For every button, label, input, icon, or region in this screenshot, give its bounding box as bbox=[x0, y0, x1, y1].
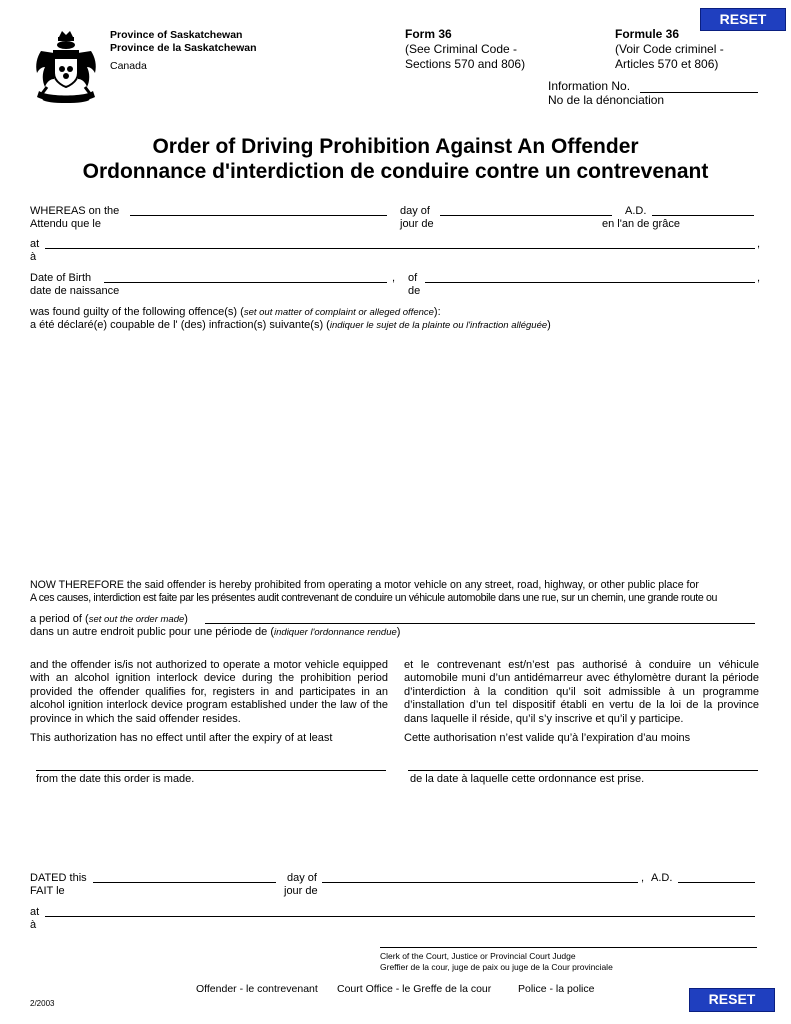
authorization-period-field-en[interactable] bbox=[36, 770, 386, 771]
title-fr: Ordonnance d'interdiction de conduire contre un contrevenant bbox=[82, 160, 709, 183]
whereas-at-comma: , bbox=[757, 238, 761, 250]
saskatchewan-coat-of-arms-logo bbox=[33, 29, 99, 107]
whereas-ad-label-en: A.D. bbox=[625, 205, 647, 217]
offence-label-en-prefix: was found guilty of the following offence(s) ( bbox=[30, 306, 244, 318]
offender-address-comma: , bbox=[757, 272, 761, 284]
authorization-period-field-fr[interactable] bbox=[408, 770, 758, 771]
form-reference-en-2: Sections 570 and 806) bbox=[405, 57, 526, 71]
whereas-location-field[interactable] bbox=[45, 248, 755, 249]
reset-button-top[interactable]: RESET bbox=[700, 8, 786, 31]
birth-date-comma: , bbox=[392, 272, 396, 284]
whereas-at-label-en: at bbox=[30, 238, 40, 250]
period-label-fr bbox=[30, 626, 400, 639]
interlock-paragraph-fr: et le contrevenant est/n’est pas authorisé à conduire un véhicule automobile muni d’un antidémarreur avec éthylomètre durant la période d’interdiction à la condition qu’il soit admissible à un programme d’installation d’un tel dispositif établi en vertu de la loi de la province dans laquelle il réside, qu’il s’y inscrive et qu’il y participe. bbox=[404, 659, 759, 725]
title-en: Order of Driving Prohibition Against An Offender bbox=[152, 135, 639, 158]
offence-label-fr-hint: indiquer le sujet de la plainte ou l'infraction alléguée bbox=[329, 320, 548, 331]
dated-comma: , bbox=[641, 872, 645, 884]
whereas-day-label-en: day of bbox=[400, 205, 430, 217]
whereas-label-en: WHEREAS on the bbox=[30, 205, 120, 217]
dated-month-field[interactable] bbox=[322, 882, 638, 883]
offence-label-en-hint: set out matter of complaint or alleged offence bbox=[243, 307, 434, 318]
information-number-label-en: Information No. bbox=[548, 79, 631, 93]
signature-title-fr: Greffier de la cour, juge de paix ou juge de la Cour provinciale bbox=[380, 962, 613, 972]
signature-title-en: Clerk of the Court, Justice or Provincial Court Judge bbox=[380, 951, 576, 961]
period-label-en bbox=[30, 613, 188, 626]
dated-day-field[interactable] bbox=[93, 882, 276, 883]
offence-label-en bbox=[30, 306, 441, 319]
period-label-fr-prefix: dans un autre endroit public pour une période de ( bbox=[30, 626, 275, 638]
offender-of-label-fr: de bbox=[408, 285, 421, 297]
prohibition-period-field[interactable] bbox=[205, 623, 755, 624]
information-number-label-fr: No de la dénonciation bbox=[548, 93, 665, 107]
dated-at-label-fr: à bbox=[30, 919, 37, 931]
birth-date-label-fr: date de naissance bbox=[30, 285, 120, 297]
whereas-year-field[interactable] bbox=[652, 215, 754, 216]
reset-button-bottom[interactable]: RESET bbox=[689, 988, 775, 1012]
dated-label-fr: FAIT le bbox=[30, 885, 65, 897]
dated-at-label-en: at bbox=[30, 906, 40, 918]
dated-day-of-label-en: day of bbox=[287, 872, 317, 884]
dated-day-of-label-fr: jour de bbox=[284, 885, 318, 897]
period-label-en-suffix: ) bbox=[184, 613, 188, 625]
copy-offender: Offender - le contrevenant bbox=[196, 983, 318, 995]
dated-ad-label: A.D. bbox=[651, 872, 673, 884]
offence-label-fr-suffix: ) bbox=[547, 319, 551, 331]
period-label-fr-hint: indiquer l'ordonnance rendue bbox=[274, 627, 397, 638]
offender-of-label-en: of bbox=[408, 272, 418, 284]
whereas-label-fr: Attendu que le bbox=[30, 218, 101, 230]
form-version: 2/2003 bbox=[30, 999, 55, 1008]
dated-location-field[interactable] bbox=[45, 916, 755, 917]
whereas-at-label-fr: à bbox=[30, 251, 37, 263]
authorization-from-en: from the date this order is made. bbox=[36, 773, 195, 785]
birth-date-label-en: Date of Birth bbox=[30, 272, 92, 284]
form-reference-fr-1: (Voir Code criminel - bbox=[615, 42, 724, 56]
offence-text-area[interactable] bbox=[30, 336, 760, 572]
country-name: Canada bbox=[110, 60, 147, 72]
province-name-fr: Province de la Saskatchewan bbox=[110, 42, 257, 54]
period-label-fr-suffix: ) bbox=[396, 626, 401, 638]
dated-year-field[interactable] bbox=[678, 882, 755, 883]
whereas-day-label-fr: jour de bbox=[400, 218, 434, 230]
whereas-month-field[interactable] bbox=[440, 215, 612, 216]
offence-label-en-suffix: ): bbox=[433, 306, 441, 318]
offence-label-fr-prefix: a été déclaré(e) coupable de l' (des) infraction(s) suivante(s) ( bbox=[30, 319, 330, 331]
authorization-label-en: This authorization has no effect until after the expiry of at least bbox=[30, 732, 333, 744]
period-label-en-hint: set out the order made bbox=[88, 614, 185, 625]
authorization-from-fr: de la date à laquelle cette ordonnance est prise. bbox=[410, 773, 645, 785]
province-name-en: Province of Saskatchewan bbox=[110, 29, 243, 41]
form-number-fr: Formule 36 bbox=[615, 27, 680, 41]
whereas-date-field[interactable] bbox=[130, 215, 387, 216]
prohibition-statement-en: NOW THEREFORE the said offender is hereby prohibited from operating a motor vehicle on any street, road, highway, or other public place for bbox=[30, 579, 699, 591]
authorization-label-fr: Cette authorisation n’est valide qu’à l’expiration d’au moins bbox=[404, 732, 691, 744]
prohibition-statement-fr: A ces causes, interdiction est faite par les présentes audit contrevenant de conduire un véhicule automobile dans une rue, sur un chemin, une grande route ou bbox=[30, 592, 718, 604]
period-label-en-prefix: a period of ( bbox=[30, 613, 89, 625]
birth-date-field[interactable] bbox=[104, 282, 387, 283]
offence-label-fr bbox=[30, 319, 551, 332]
interlock-paragraph-en: and the offender is/is not authorized to operate a motor vehicle equipped with an alcohol ignition interlock device during the prohibition period provided the offender qualifies for, registers in and participates in an alcohol ignition interlock device program established under the law of the province in which the said offender resides. bbox=[30, 659, 388, 725]
form-reference-fr-2: Articles 570 et 806) bbox=[615, 57, 719, 71]
offender-address-field[interactable] bbox=[425, 282, 755, 283]
whereas-ad-label-fr: en l'an de grâce bbox=[602, 218, 680, 230]
form-reference-en-1: (See Criminal Code - bbox=[405, 42, 518, 56]
signature-field[interactable] bbox=[380, 947, 757, 948]
copy-court-office: Court Office - le Greffe de la cour bbox=[337, 983, 492, 995]
copy-police: Police - la police bbox=[518, 983, 595, 995]
dated-label-en: DATED this bbox=[30, 872, 87, 884]
form-number-en: Form 36 bbox=[405, 27, 452, 41]
